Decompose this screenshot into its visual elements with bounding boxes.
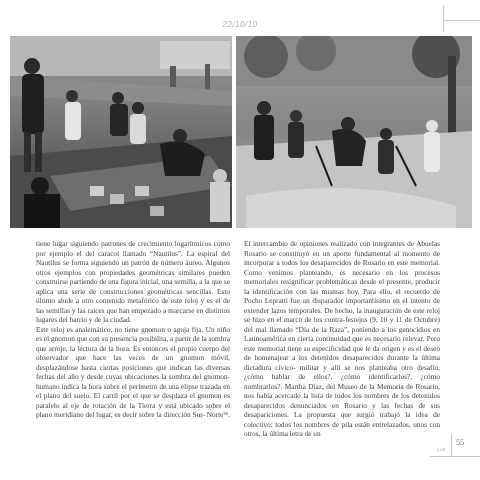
corner-rule-vertical bbox=[443, 6, 444, 32]
page-header-date: 22/10/10 bbox=[222, 20, 258, 29]
paragraph: El intercambio de opiniones realizado con integrantes de Abuelas Rosario se constituyó en un aporte fundamental al momento de incorporar a todos los desaparecidos de Rosario en este memorial. Como venimos planteando, es necesario en los procesos memoriales resignificar problemáticas desde el presente, producir la identificación con las mismas hoy. Para ello, el recuerdo de Pocho Lepratti fue un disparador importantísimo en el intento de extender lazos temporales. De hecho, la inauguración de este reloj se hizo en el marco de los contra-festejos (9, 10 y 11 de Octubre) del mal llamado “Día de la Raza”, poniendo a los genocidios en Latinoamérica en cierta continuidad que es necesario relevar. Pero este memorial tiene su especificidad que le da origen y es el deseo de homenajear a los detenidos desaparecidos durante la última dictadura cívico- militar y allí se nos planteaba otro desafío, ¿cómo hablar de ellos?, ¿cómo identificarlos?, ¿cómo nombrarlos?. Martha Díaz, del Museo de la Memoria de Rosario, nos había acercado la lista de todos los nombres de los detenidos desaparecidos denunciados en Rosario y las fechas de sus desapariciones. La propuesta que surgió trabajó la idea de colectivo: todos los nombres de pila están entrelazados, unos con otros, la última letra de un bbox=[244, 239, 440, 438]
paragraph: Este reloj es analemático, no tiene gnomon o aguja fija. Un niño es el gnomon que con su presencia posibilita, a partir de la sombra que arroje, la lectura de la hora. Es entonces el propio cuerpo del observador que hace las veces de un gnomon móvil, desplazándose hasta ciertas posiciones que indican las diversas fechas del año y desde cuyas ubicaciones la sombra del gnomon-humano indica la hora sobre el perímetro de una elipse trazada en el plano del suelo. El carril por el que se desplaza el gnomon es paralelo al eje de rotación de la Tierra y está ubicado sobre el plano meridiano del lugar, es decir sobre la dirección Sur- Norte³⁶. bbox=[36, 324, 230, 419]
folio-tag: LAE bbox=[437, 447, 446, 452]
photo-right bbox=[236, 36, 472, 228]
corner-rule-horizontal bbox=[444, 20, 480, 21]
folio-rule-vertical bbox=[451, 434, 452, 456]
left-text-column bbox=[36, 239, 230, 444]
right-text-column bbox=[244, 239, 440, 444]
paragraph: tiene lugar siguiendo patrones de crecimiento logarítmicos como por ejemplo el del caracol llamado “Nautilus”. La espiral del Nautilus se forma siguiendo un patrón de número áureo. Algunos otros ejemplos con propiedades geométricas similares pueden construirse partiendo de una figura inicial, una semilla, a la que se aplica una serie de construcciones geométricas sencillas. Esto último alude a otro contenido metafórico de este reloj y es el de las semillas y las raíces que han empezado a marcarse en distintos lugares del barrio y de la ciudad. bbox=[36, 239, 230, 324]
photo-right-image bbox=[236, 36, 472, 228]
page-number: 55 bbox=[456, 438, 464, 447]
folio-rule-horizontal bbox=[430, 456, 480, 457]
photo-left-image bbox=[10, 36, 232, 228]
photo-left bbox=[10, 36, 232, 228]
